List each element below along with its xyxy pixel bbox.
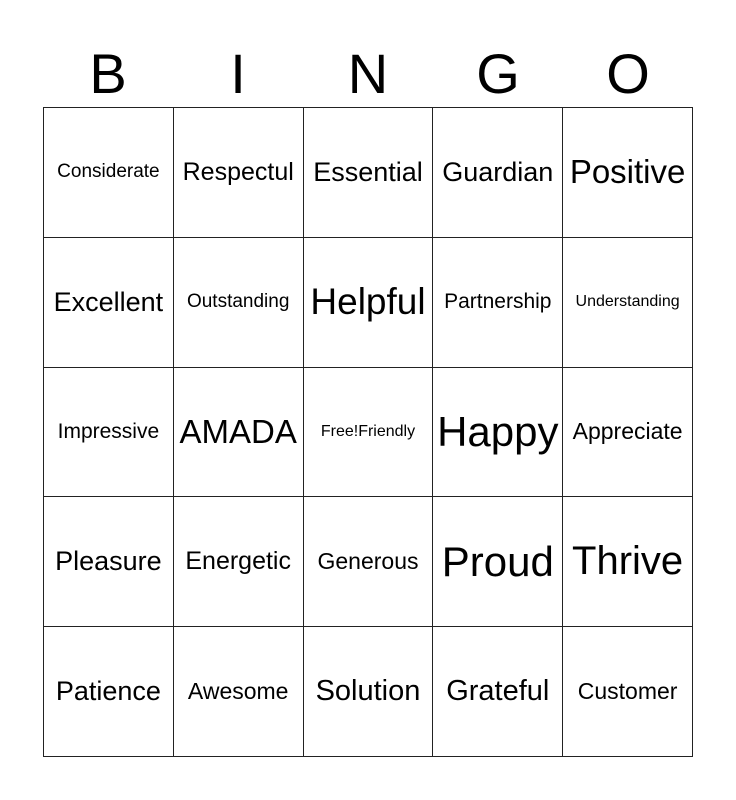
bingo-row [44,627,693,757]
bingo-cell[interactable]: Impressive [44,367,174,497]
header-letter-n: N [347,42,389,105]
bingo-row [44,367,693,497]
bingo-cell[interactable]: Awesome [173,627,303,757]
bingo-cell[interactable]: Positive [563,108,693,238]
bingo-row [44,497,693,627]
bingo-cell[interactable]: Free!Friendly [303,367,433,497]
bingo-cell[interactable]: Partnership [433,237,563,367]
bingo-cell[interactable]: Solution [303,627,433,757]
header-letter-o: O [606,42,650,105]
bingo-header [43,44,693,104]
bingo-cell[interactable]: Customer [563,627,693,757]
bingo-cell[interactable]: Helpful [303,237,433,367]
header-letter-g: G [476,42,520,105]
bingo-cell[interactable]: Considerate [44,108,174,238]
bingo-cell[interactable]: Appreciate [563,367,693,497]
bingo-row [44,237,693,367]
bingo-cell[interactable]: Excellent [44,237,174,367]
bingo-cell[interactable]: Energetic [173,497,303,627]
bingo-cell[interactable]: Respectul [173,108,303,238]
bingo-cell[interactable]: Understanding [563,237,693,367]
bingo-cell[interactable]: Grateful [433,627,563,757]
header-letter-i: I [230,42,246,105]
bingo-cell[interactable]: Patience [44,627,174,757]
bingo-cell[interactable]: Happy [433,367,563,497]
bingo-cell[interactable]: Proud [433,497,563,627]
header-letter-b: B [89,42,127,105]
bingo-cell[interactable]: Essential [303,108,433,238]
bingo-card-grid [43,107,693,757]
bingo-cell[interactable]: Thrive [563,497,693,627]
bingo-row [44,108,693,238]
bingo-cell[interactable]: AMADA [173,367,303,497]
bingo-cell[interactable]: Generous [303,497,433,627]
bingo-cell[interactable]: Pleasure [44,497,174,627]
bingo-cell[interactable]: Outstanding [173,237,303,367]
bingo-cell[interactable]: Guardian [433,108,563,238]
